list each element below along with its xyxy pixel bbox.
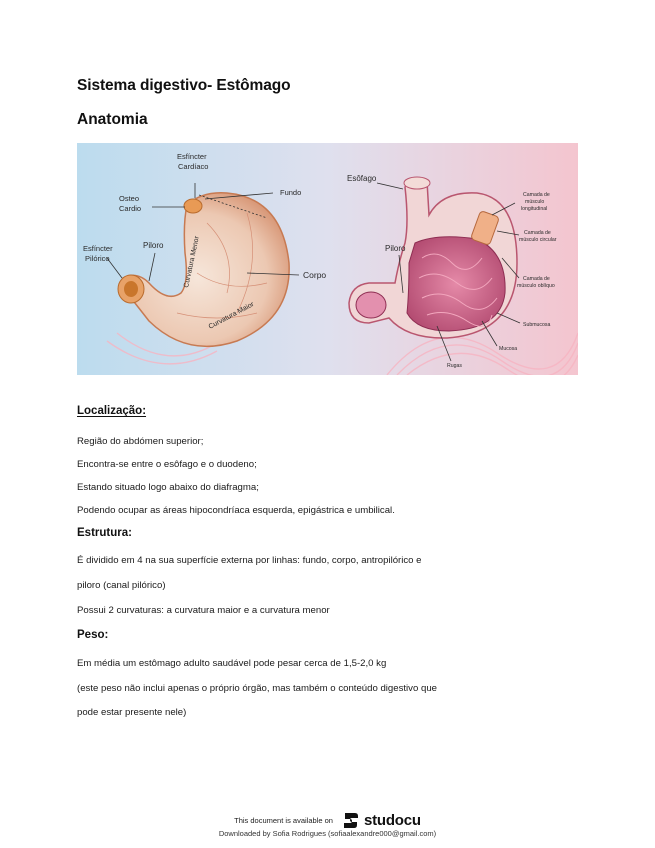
estrutura-line-3: Possui 2 curvaturas: a curvatura maior e a curvatura menor: [77, 605, 330, 616]
label-osteo-cardio-2: Cardio: [119, 204, 142, 213]
estrutura-line-2: piloro (canal pilórico): [77, 580, 166, 591]
localizacao-line-1: Região do abdómen superior;: [77, 436, 204, 447]
label-esfincter-pilorico-1: Esfíncter: [83, 244, 113, 253]
label-piloro-right: Piloro: [385, 244, 406, 253]
label-fundo: Fundo: [280, 188, 302, 197]
heading-peso: Peso:: [77, 629, 109, 641]
label-camada-longitudinal-1: Camada de: [523, 192, 550, 198]
peso-line-3: pode estar presente nele): [77, 707, 187, 718]
localizacao-line-2: Encontra-se entre o esôfago e o duodeno;: [77, 459, 257, 470]
estrutura-line-1: É dividido em 4 na sua superfície externa por linhas: fundo, corpo, antropilórico e: [77, 555, 422, 566]
section-title-anatomia: Anatomia: [77, 111, 148, 128]
localizacao-line-4: Podendo ocupar as áreas hipocondríaca esquerda, epigástrica e umbilical.: [77, 505, 395, 516]
label-esfincter-pilorico-2: Pilórico: [85, 254, 110, 263]
localizacao-line-3: Estando situado logo abaixo do diafragma;: [77, 482, 259, 493]
stomach-illustration: [77, 143, 578, 375]
studocu-brand-name: studocu: [363, 811, 421, 829]
label-esfincter-cardiaco-1: Esfíncter: [177, 152, 207, 161]
label-osteo-cardio-1: Osteo: [119, 194, 140, 203]
label-rugas: Rugas: [447, 363, 462, 369]
label-piloro-left: Piloro: [143, 241, 164, 250]
downloaded-by-text: Downloaded by Sofia Rodrigues (sofiaalexandre000@gmail.com): [218, 829, 437, 838]
availability-text: This document is available on: [234, 815, 333, 825]
label-curvatura-maior: Curvatura Maior: [207, 301, 256, 331]
peso-line-1: Em média um estômago adulto saudável pode pesar cerca de 1,5-2,0 kg: [77, 658, 387, 669]
label-submucosa: Submucosa: [523, 322, 551, 328]
label-curvatura-menor: Curvatura Menor: [183, 235, 201, 289]
label-esfincter-cardiaco-2: Cardíaco: [178, 162, 209, 171]
label-camada-longitudinal-2: músculo: [525, 199, 545, 205]
page-title: Sistema digestivo- Estômago: [77, 77, 291, 94]
label-camada-obliquo-1: Camada de: [523, 276, 550, 282]
label-corpo: Corpo: [303, 270, 327, 280]
heading-localizacao: Localização:: [77, 405, 147, 417]
label-camada-circular-1: Camada de: [524, 230, 551, 236]
studocu-icon: [341, 810, 361, 830]
label-camada-circular-2: músculo circular: [519, 237, 557, 243]
label-camada-obliquo-2: músculo oblíquo: [517, 283, 555, 289]
footer-availability: [0, 810, 655, 830]
peso-line-2: (este peso não inclui apenas o próprio órgão, mas também o conteúdo digestivo que: [77, 683, 437, 694]
studocu-logo[interactable]: [341, 810, 421, 830]
label-mucosa: Mucosa: [499, 346, 518, 352]
label-esofago: Esôfago: [347, 174, 377, 183]
heading-estrutura: Estrutura:: [77, 527, 132, 539]
label-camada-longitudinal-3: longitudinal: [521, 206, 548, 212]
stomach-anatomy-figure: [77, 143, 578, 375]
